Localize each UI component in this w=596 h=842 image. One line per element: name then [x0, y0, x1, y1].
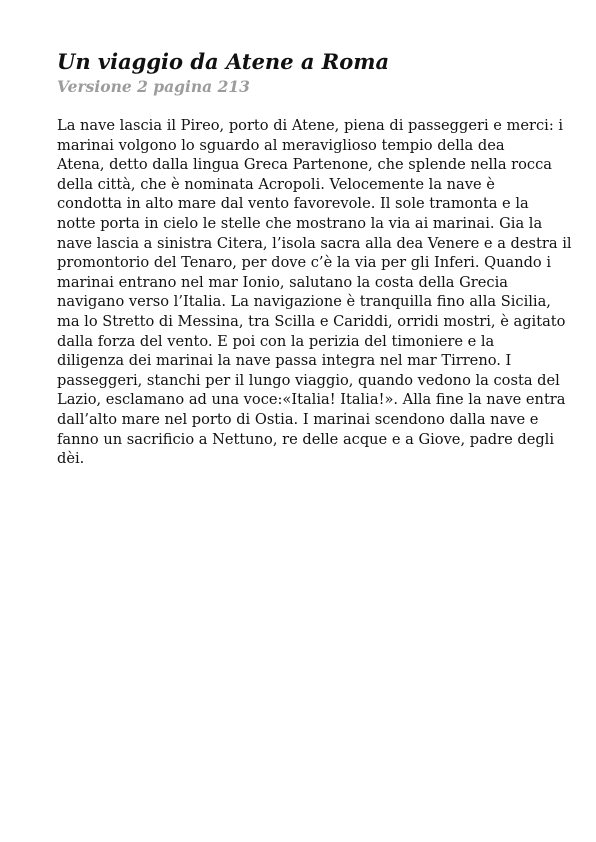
- paragraph-line: dèi.: [57, 450, 85, 468]
- paragraph-line: fanno un sacrificio a Nettuno, re delle acque e a Giove, padre degli: [57, 430, 555, 448]
- document-title: Un viaggio da Atene a Roma: [57, 49, 390, 74]
- paragraph-line: Lazio, esclamano ad una voce:«Italia! Italia!». Alla fine la nave entra: [57, 391, 566, 409]
- paragraph-line: marinai entrano nel mar Ionio, salutano la costa della Grecia: [57, 273, 508, 291]
- paragraph-line: ma lo Stretto di Messina, tra Scilla e Cariddi, orridi mostri, è agitato: [57, 312, 566, 330]
- paragraph-line: navigano verso l’Italia. La navigazione è tranquilla fino alla Sicilia,: [57, 293, 551, 311]
- body-paragraph: [57, 116, 572, 469]
- paragraph-line: diligenza dei marinai la nave passa integra nel mar Tirreno. I: [57, 352, 512, 370]
- paragraph-line: promontorio del Tenaro, per dove c’è la via per gli Inferi. Quando i: [57, 254, 552, 272]
- paragraph-line: Atena, detto dalla lingua Greca Partenone, che splende nella rocca: [57, 156, 552, 174]
- paragraph-line: notte porta in cielo le stelle che mostrano la via ai marinai. Gia la: [57, 214, 543, 232]
- paragraph-line: marinai volgono lo sguardo al meraviglioso tempio della dea: [57, 136, 505, 154]
- paragraph-line: nave lascia a sinistra Citera, l’isola sacra alla dea Venere e a destra il: [57, 234, 572, 252]
- paragraph-line: passeggeri, stanchi per il lungo viaggio, quando vedono la costa del: [57, 371, 560, 389]
- paragraph-line: La nave lascia il Pireo, porto di Atene, piena di passeggeri e merci: i: [57, 117, 564, 134]
- document-subtitle: Versione 2 pagina 213: [57, 77, 250, 96]
- paragraph-line: della città, che è nominata Acropoli. Velocemente la nave è: [57, 175, 495, 193]
- paragraph-line: dall’alto mare nel porto di Ostia. I marinai scendono dalla nave e: [57, 410, 539, 428]
- paragraph-line: condotta in alto mare dal vento favorevole. Il sole tramonta e la: [57, 195, 529, 213]
- paragraph-line: dalla forza del vento. E poi con la perizia del timoniere e la: [57, 332, 495, 350]
